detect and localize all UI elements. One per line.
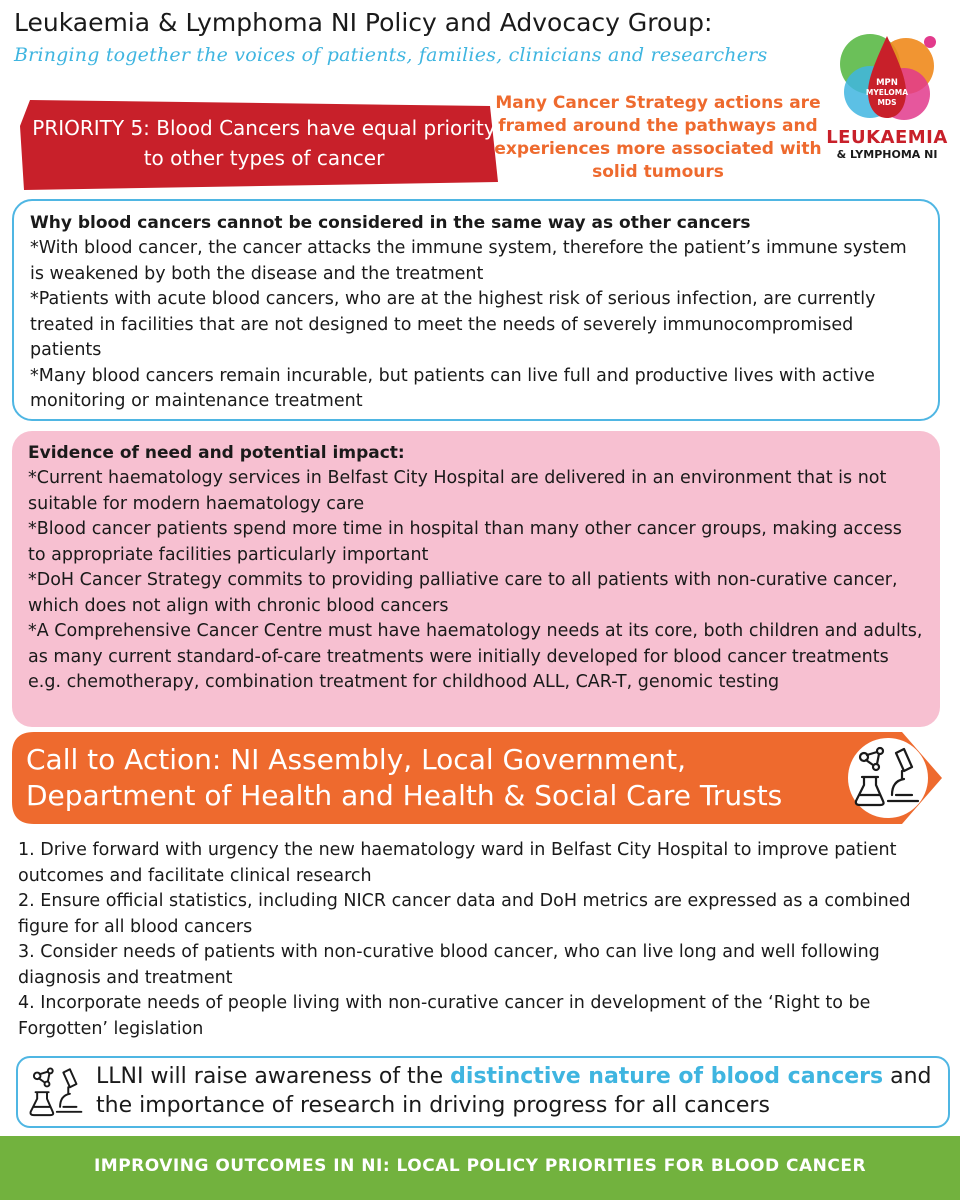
action-item: 2. Ensure official statistics, including NICR cancer data and DoH metrics are expressed as a combined figure for all blood cancers xyxy=(18,891,911,937)
awareness-text-after: and the importance of research in driving progress for all cancers xyxy=(96,1064,932,1118)
logo-text-mds: MDS xyxy=(877,98,897,107)
awareness-text-before: LLNI will raise awareness of the xyxy=(96,1064,451,1089)
logo-wordmark xyxy=(822,128,952,162)
awareness-text xyxy=(96,1062,946,1120)
evidence-heading: Evidence of need and potential impact: xyxy=(28,443,405,463)
priority-label: PRIORITY 5: Blood Cancers have equal priority to other types of cancer xyxy=(32,116,496,170)
cta-title: Call to Action: NI Assembly, Local Government, Department of Health and Health & Social Care Trusts xyxy=(26,743,783,812)
logo-name: LEUKAEMIA xyxy=(826,127,948,148)
action-item: 1. Drive forward with urgency the new haematology ward in Belfast City Hospital to improve patient outcomes and facilitate clinical research xyxy=(18,840,897,886)
page-title: Leukaemia & Lymphoma NI Policy and Advocacy Group: xyxy=(14,8,713,37)
why-point: *Patients with acute blood cancers, who are at the highest risk of serious infection, are currently treated in facilities that are not designed to meet the needs of severely immunocompromised patients xyxy=(30,289,876,360)
logo-text-mpn: MPN xyxy=(876,78,898,88)
awareness-highlight: distinctive nature of blood cancers xyxy=(450,1064,884,1089)
science-lab-icon xyxy=(26,1066,86,1120)
why-point: *With blood cancer, the cancer attacks the immune system, therefore the patient’s immune system is weakened by both the disease and the treatment xyxy=(30,238,907,284)
page-subtitle: Bringing together the voices of patients, families, clinicians and researchers xyxy=(14,44,768,66)
action-item: 3. Consider needs of patients with non-curative blood cancer, who can live long and well following diagnosis and treatment xyxy=(18,942,880,988)
logo-dot xyxy=(924,36,936,48)
priority-note: Many Cancer Strategy actions are framed around the pathways and experiences more associated with solid tumours xyxy=(494,93,822,182)
why-heading: Why blood cancers cannot be considered in the same way as other cancers xyxy=(30,213,751,233)
why-section xyxy=(12,199,940,421)
evidence-section xyxy=(12,431,940,727)
logo-text-myeloma: MYELOMA xyxy=(865,88,909,97)
footer-text: IMPROVING OUTCOMES IN NI: LOCAL POLICY PRIORITIES FOR BLOOD CANCER xyxy=(93,1156,867,1176)
action-item: 4. Incorporate needs of people living with non-curative cancer in development of the ‘Right to be Forgotten’ legislation xyxy=(18,993,871,1039)
why-point: *Many blood cancers remain incurable, but patients can live full and productive lives with active monitoring or maintenance treatment xyxy=(30,365,875,411)
evidence-point: *Current haematology services in Belfast City Hospital are delivered in an environment that is not suitable for modern haematology care xyxy=(28,468,887,514)
science-lab-icon xyxy=(852,745,922,811)
logo-sub: & LYMPHOMA NI xyxy=(836,148,938,161)
evidence-point: *A Comprehensive Cancer Centre must have haematology needs at its core, both children and adults, as many current standard-of-care treatments were initially developed for blood cancer treatments e.g. chemotherapy, combination treatment for childhood ALL, CAR-T, genomic testing xyxy=(28,621,923,692)
action-list xyxy=(18,838,948,1042)
evidence-point: *DoH Cancer Strategy commits to providing palliative care to all patients with non-curative cancer, which does not align with chronic blood cancers xyxy=(28,570,898,616)
evidence-point: *Blood cancer patients spend more time in hospital than many other cancer groups, making access to appropriate facilities particularly important xyxy=(28,519,902,565)
